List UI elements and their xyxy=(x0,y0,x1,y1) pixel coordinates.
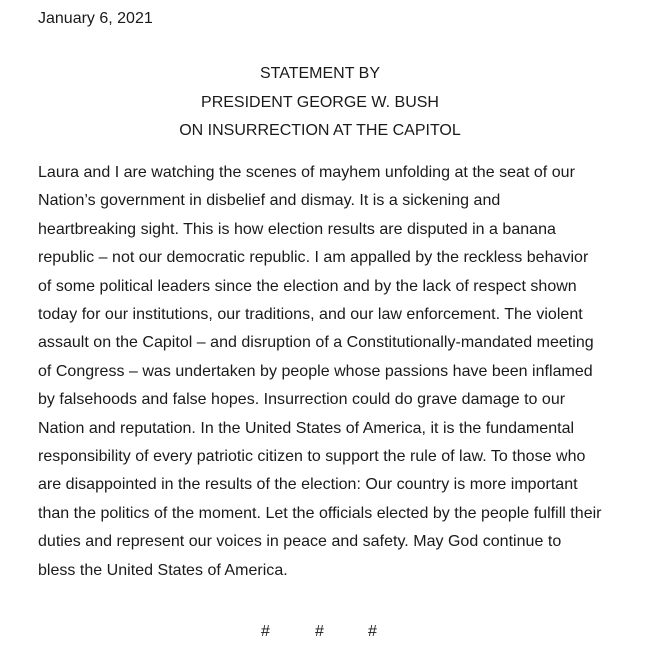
body-line: assault on the Capitol – and disruption of a Constitutionally-mandated meeting xyxy=(38,334,594,352)
body-line: responsibility of every patriotic citizen to support the rule of law. To those who xyxy=(38,448,586,466)
body-line: today for our institutions, our traditions, and our law enforcement. The violent xyxy=(38,306,583,324)
statement-date: January 6, 2021 xyxy=(38,10,153,27)
body-line: by falsehoods and false hopes. Insurrection could do grave damage to our xyxy=(38,391,566,409)
heading-line: STATEMENT BY xyxy=(259,65,380,82)
heading-line: PRESIDENT GEORGE W. BUSH xyxy=(201,93,439,111)
statement-heading xyxy=(0,64,640,150)
body-line: Nation and reputation. In the United States of America, it is the fundamental xyxy=(38,419,575,437)
body-line: Laura and I are watching the scenes of mayhem unfolding at the seat of our xyxy=(38,164,575,181)
body-line: republic – not our democratic republic. I am appalled by the reckless behavior xyxy=(38,249,589,267)
body-line: Nation’s government in disbelief and dismay. It is a sickening and xyxy=(38,192,501,210)
closing-mark: # xyxy=(261,623,270,640)
body-line: duties and represent our voices in peace and safety. May God continue to xyxy=(38,533,562,551)
heading-line: ON INSURRECTION AT THE CAPITOL xyxy=(179,122,461,139)
body-line: bless the United States of America. xyxy=(38,561,288,579)
closing-mark: # xyxy=(368,623,377,640)
closing-mark: # xyxy=(315,623,324,640)
body-line: than the politics of the moment. Let the officials elected by the people fulfill their xyxy=(38,504,602,522)
body-line: are disappointed in the results of the election: Our country is more important xyxy=(38,476,578,494)
body-line: of some political leaders since the election and by the lack of respect shown xyxy=(38,277,577,295)
body-line: heartbreaking sight. This is how election results are disputed in a banana xyxy=(38,220,556,238)
body-line: of Congress – was undertaken by people whose passions have been inflamed xyxy=(38,362,593,380)
statement-body xyxy=(38,159,618,585)
